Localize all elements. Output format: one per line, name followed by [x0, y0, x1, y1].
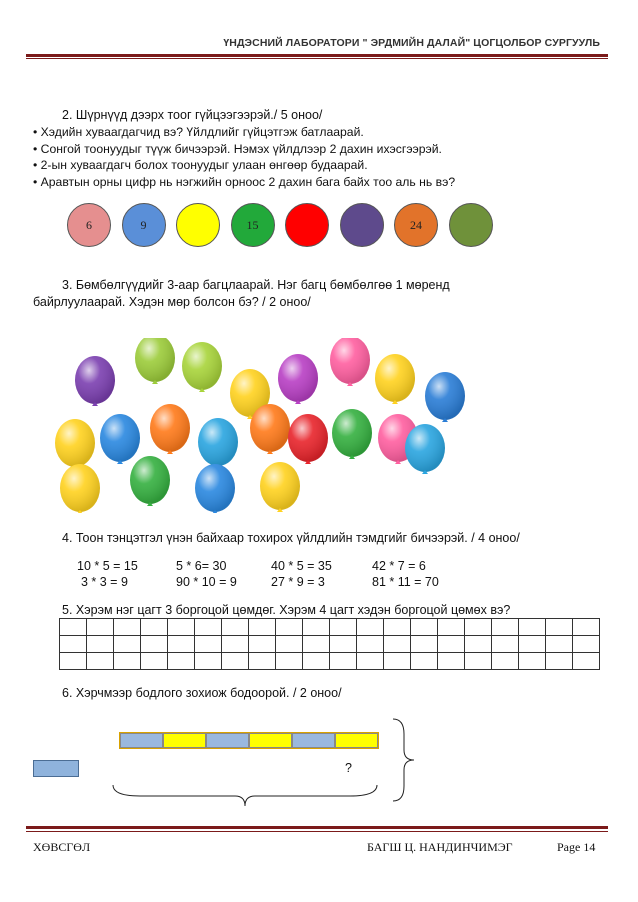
- balloon-shine: [405, 424, 445, 472]
- balloon-shine: [75, 356, 115, 404]
- balloon-shine: [425, 372, 465, 420]
- grid-cell[interactable]: [573, 636, 600, 653]
- balloon-shine: [135, 338, 175, 382]
- balloon-shine: [195, 464, 235, 512]
- grid-cell[interactable]: [519, 653, 546, 670]
- grid-cell[interactable]: [87, 653, 114, 670]
- grid-cell[interactable]: [303, 619, 330, 636]
- grid-cell[interactable]: [546, 653, 573, 670]
- eq-1-2: 5 * 6= 30: [176, 559, 227, 573]
- eq-1-4: 42 * 7 = 6: [372, 559, 426, 573]
- balloon-shine: [330, 338, 370, 384]
- grid-cell[interactable]: [168, 636, 195, 653]
- footer-left: ХӨВСГӨЛ: [33, 840, 91, 854]
- balloon-shine: [260, 462, 300, 510]
- header-rule: [26, 54, 608, 57]
- grid-cell[interactable]: [114, 653, 141, 670]
- balloon-shine: [250, 404, 290, 452]
- grid-cell[interactable]: [114, 619, 141, 636]
- balloon-shine: [375, 354, 415, 402]
- balloon-shine: [130, 456, 170, 504]
- grid-cell[interactable]: [357, 653, 384, 670]
- grid-cell[interactable]: [87, 636, 114, 653]
- grid-cell[interactable]: [411, 636, 438, 653]
- grid-cell[interactable]: [330, 619, 357, 636]
- grid-cell[interactable]: [276, 619, 303, 636]
- footer-page-number: Page 14: [557, 840, 596, 854]
- balloon-shine: [182, 342, 222, 390]
- balloon-shine: [278, 354, 318, 402]
- grid-cell[interactable]: [276, 636, 303, 653]
- balloon-shine: [60, 464, 100, 512]
- footer-rule-thin: [26, 831, 608, 832]
- footer-rule: [26, 826, 608, 829]
- grid-cell[interactable]: [195, 653, 222, 670]
- page-header-title: ҮНДЭСНИЙ ЛАБОРАТОРИ " ЭРДМИЙН ДАЛАЙ" ЦОГЦОЛБОР СУРГУУЛЬ: [223, 37, 600, 49]
- bead-circle: [449, 203, 493, 247]
- eq-1-3: 40 * 5 = 35: [271, 559, 332, 573]
- grid-cell[interactable]: [573, 619, 600, 636]
- q5-title: 5. Хэрэм нэг цагт 3 боргоцой цөмдөг. Хэрэм 4 цагт хэдэн боргоцой цөмөх вэ?: [62, 603, 511, 617]
- grid-cell[interactable]: [87, 619, 114, 636]
- grid-cell[interactable]: [303, 653, 330, 670]
- grid-cell[interactable]: [60, 619, 87, 636]
- grid-cell[interactable]: [222, 636, 249, 653]
- q2-bullet-4: • Аравтын орны цифр нь нэгжийн орноос 2 дахин бага байх тоо аль нь вэ?: [33, 174, 456, 189]
- grid-cell[interactable]: [60, 653, 87, 670]
- grid-cell[interactable]: [330, 653, 357, 670]
- bead-circle: 9: [122, 203, 166, 247]
- q6-title: 6. Хэрчмээр бодлого зохиож бодоорой. / 2 оноо/: [62, 686, 342, 700]
- bead-circle: 6: [67, 203, 111, 247]
- grid-cell[interactable]: [303, 636, 330, 653]
- grid-cell[interactable]: [492, 636, 519, 653]
- q2-bullet-1: • Хэдийн хуваагдагчид вэ? Үйлдлийг гүйцэтгэж батлаарай.: [33, 125, 364, 139]
- balloon-shine: [150, 404, 190, 452]
- q2-bullets: [33, 124, 455, 190]
- grid-row: [60, 653, 600, 670]
- grid-cell[interactable]: [438, 636, 465, 653]
- balloons-image: [50, 338, 470, 513]
- grid-cell[interactable]: [546, 619, 573, 636]
- eq-2-2: 90 * 10 = 9: [176, 575, 237, 589]
- q2-bullet-3: • 2-ын хуваагдагч болох тоонуудыг улаан өнгөөр будаарай.: [33, 158, 368, 172]
- bead-circle: [285, 203, 329, 247]
- eq-2-3: 27 * 9 = 3: [271, 575, 325, 589]
- blue-segment-box: [33, 760, 79, 777]
- grid-cell[interactable]: [249, 653, 276, 670]
- grid-cell[interactable]: [168, 619, 195, 636]
- grid-cell[interactable]: [141, 619, 168, 636]
- grid-cell[interactable]: [330, 636, 357, 653]
- grid-cell[interactable]: [492, 653, 519, 670]
- grid-cell[interactable]: [60, 636, 87, 653]
- bottom-brace: [110, 782, 380, 808]
- balloon-shine: [100, 414, 140, 462]
- eq-2-4: 81 * 11 = 70: [372, 575, 439, 589]
- eq-2-1: 3 * 3 = 9: [81, 575, 128, 589]
- grid-cell[interactable]: [384, 619, 411, 636]
- grid-cell[interactable]: [573, 653, 600, 670]
- q3-line1: 3. Бөмбөлгүүдийг 3-аар багцлаарай. Нэг багц бөмбөлгөө 1 мөренд: [62, 278, 450, 292]
- balloon-shine: [198, 418, 238, 466]
- grid-cell[interactable]: [465, 653, 492, 670]
- grid-cell[interactable]: [438, 653, 465, 670]
- grid-cell[interactable]: [249, 636, 276, 653]
- bead-circle: 24: [394, 203, 438, 247]
- grid-cell[interactable]: [411, 653, 438, 670]
- footer-teacher: БАГШ Ц. НАНДИНЧИМЭГ: [367, 840, 513, 854]
- grid-cell[interactable]: [465, 636, 492, 653]
- grid-cell[interactable]: [546, 636, 573, 653]
- right-brace: [390, 716, 420, 804]
- grid-cell[interactable]: [141, 653, 168, 670]
- header-rule-thin: [26, 58, 608, 59]
- bead-circle: 15: [231, 203, 275, 247]
- grid-cell[interactable]: [195, 636, 222, 653]
- segment-bar-outline: [119, 732, 379, 749]
- grid-row: [60, 636, 600, 653]
- grid-cell[interactable]: [168, 653, 195, 670]
- bead-circle: [176, 203, 220, 247]
- balloon-shine: [332, 409, 372, 457]
- bead-circle: [340, 203, 384, 247]
- grid-cell[interactable]: [249, 619, 276, 636]
- question-mark: ?: [345, 761, 352, 775]
- grid-cell[interactable]: [438, 619, 465, 636]
- q2-title: 2. Шүрнүүд дээрх тоог гүйцээгээрэй./ 5 оноо/: [62, 108, 323, 122]
- grid-cell[interactable]: [384, 636, 411, 653]
- grid-cell[interactable]: [519, 636, 546, 653]
- q4-title: 4. Тоон тэнцэтгэл үнэн байхаар тохирох үйлдлийн тэмдгийг бичээрэй. / 4 оноо/: [62, 531, 520, 545]
- grid-cell[interactable]: [357, 619, 384, 636]
- eq-1-1: 10 * 5 = 15: [77, 559, 138, 573]
- grid-cell[interactable]: [411, 619, 438, 636]
- grid-cell[interactable]: [195, 619, 222, 636]
- grid-cell[interactable]: [222, 619, 249, 636]
- grid-cell[interactable]: [276, 653, 303, 670]
- grid-cell[interactable]: [114, 636, 141, 653]
- grid-cell[interactable]: [492, 619, 519, 636]
- balloon-shine: [55, 419, 95, 467]
- balloon-shine: [288, 414, 328, 462]
- grid-cell[interactable]: [465, 619, 492, 636]
- grid-cell[interactable]: [357, 636, 384, 653]
- q3-line2: байрлуулаарай. Хэдэн мөр болсон бэ? / 2 оноо/: [33, 295, 311, 309]
- grid-row: [60, 619, 600, 636]
- grid-cell[interactable]: [384, 653, 411, 670]
- answer-grid[interactable]: [59, 618, 600, 670]
- grid-cell[interactable]: [222, 653, 249, 670]
- q2-bullet-2: • Сонгой тоонуудыг түүж бичээрэй. Нэмэх үйлдлээр 2 дахин ихэсгээрэй.: [33, 141, 442, 156]
- grid-cell[interactable]: [141, 636, 168, 653]
- grid-cell[interactable]: [519, 619, 546, 636]
